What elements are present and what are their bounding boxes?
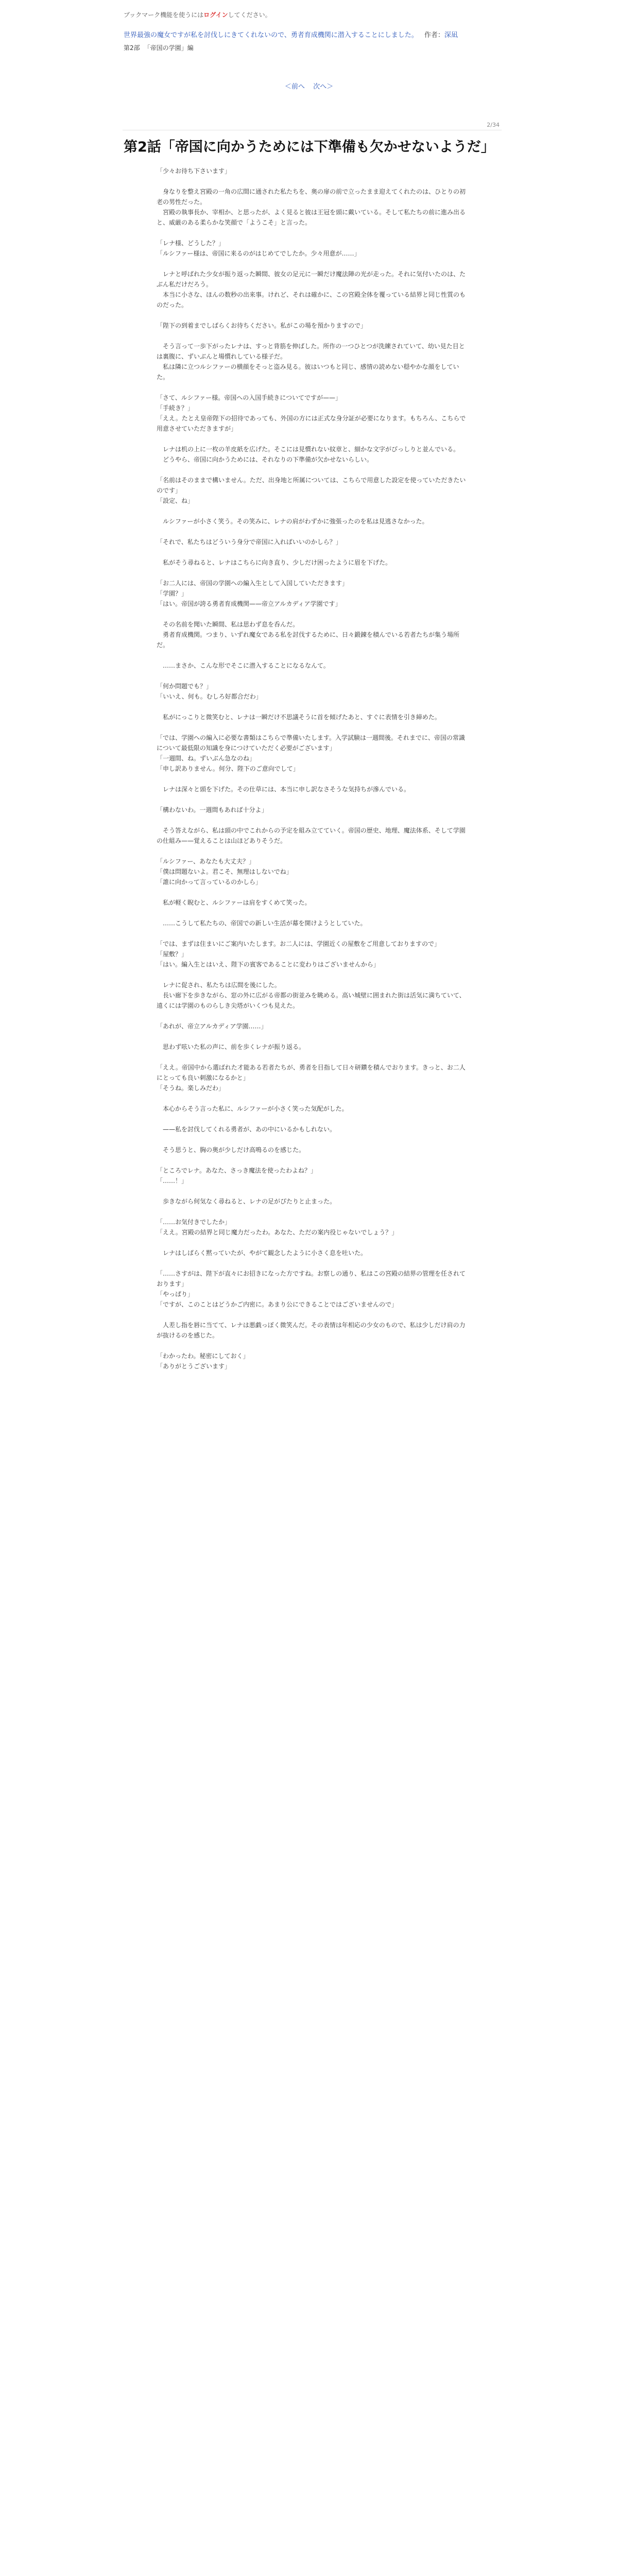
login-note <box>124 10 505 19</box>
body-paragraph: 「手続き？」 <box>157 404 194 412</box>
blank-line <box>157 928 471 939</box>
body-paragraph: レナはしばらく黙っていたが、やがて観念したように小さく息を吐いた。 <box>157 1249 367 1257</box>
blank-line <box>157 609 471 619</box>
blank-line <box>157 1011 471 1021</box>
body-paragraph: レナは机の上に一枚の羊皮紙を広げた。そこには見慣れない紋章と、細かな文字がびっしりと並んでいる。 <box>157 446 460 453</box>
body-paragraph: 勇者育成機関。つまり、いずれ魔女である私を討伐するために、日々鍛錬を積んでいる若者たちが集う場所だ。 <box>157 631 460 649</box>
body-paragraph: 私がそう尋ねると、レナはこちらに向き直り、少しだけ困ったように眉を下げた。 <box>157 559 392 566</box>
blank-line <box>157 259 471 269</box>
body-paragraph: ……まさか、こんな形でそこに潜入することになるなんて。 <box>157 662 330 669</box>
body-paragraph: 「では、学園への編入に必要な書類はこちらで準備いたします。入学試験は一週間後。それまでに、帝国の常識について最低限の知識を身につけていただく必要がございます」 <box>157 734 465 752</box>
blank-line <box>157 671 471 681</box>
blank-line <box>157 506 471 516</box>
blank-line <box>157 1155 471 1165</box>
body-paragraph: 歩きながら何気なく尋ねると、レナの足がぴたりと止まった。 <box>157 1198 336 1205</box>
blank-line <box>157 547 471 557</box>
blank-line <box>157 1207 471 1217</box>
body-paragraph: 宮殿の執事長か、宰相か、と思ったが、よく見ると彼は王冠を頭に戴いている。そして私たちの前に進み出ると、威厳のある柔らかな笑顔で「ようこそ」と言った。 <box>157 209 466 226</box>
body-paragraph: 「構わないわ。一週間もあれば十分よ」 <box>157 806 268 814</box>
blank-line <box>157 702 471 712</box>
blank-line <box>157 1186 471 1196</box>
blank-line <box>157 1093 471 1104</box>
blank-line <box>157 465 471 475</box>
body-paragraph: ……こうして私たちの、帝国での新しい生活が幕を開けようとしていた。 <box>157 920 367 927</box>
blank-line <box>157 1052 471 1062</box>
blank-line <box>157 1238 471 1248</box>
body-paragraph: 私は隣に立つルシファーの横顔をそっと盗み見る。彼はいつもと同じ、感情の読めない穏やかな顔をしていた。 <box>157 363 459 381</box>
body-paragraph: 「ところでレナ。あなた、さっき魔法を使ったわよね？」 <box>157 1167 317 1174</box>
body-paragraph: 「はい。帝国が誇る勇者育成機関——帝立アルカディア学園です」 <box>157 600 341 607</box>
work-title-link[interactable]: 世界最強の魔女ですが私を討伐しにきてくれないので、勇者育成機関に潜入することにしました。 <box>124 31 418 39</box>
body-paragraph: 「ルシファー様は、帝国に来るのがはじめてでしたか。少々用意が……」 <box>157 250 360 257</box>
author-label: 作者： <box>424 31 444 39</box>
blank-line <box>157 331 471 341</box>
episode-title: 第2話「帝国に向かうためには下準備も欠かせないようだ」 <box>124 139 495 155</box>
login-prefix: ブックマーク機能を使うには <box>124 11 204 19</box>
body-paragraph: そう思うと、胸の奥が少しだけ高鳴るのを感じた。 <box>157 1146 305 1154</box>
login-link[interactable]: ログイン <box>203 11 228 19</box>
episode-counter: 2/34 <box>487 122 500 128</box>
episode-nav <box>0 81 618 91</box>
body-paragraph: ——私を討伐してくれる勇者が、あの中にいるかもしれない。 <box>157 1126 336 1133</box>
work-title <box>124 30 505 40</box>
blank-line <box>157 846 471 856</box>
blank-line <box>157 1310 471 1320</box>
body-paragraph: 「それで、私たちはどういう身分で帝国に入ればいいのかしら？」 <box>157 538 342 546</box>
prev-link[interactable]: ＜前へ <box>284 83 305 91</box>
body-paragraph: 「さて、ルシファー様。帝国への入国手続きについてですが——」 <box>157 394 341 401</box>
body-paragraph: 「僕は問題ないよ。君こそ、無理はしないでね」 <box>157 868 293 875</box>
blank-line <box>157 310 471 320</box>
chapter-line <box>124 43 505 52</box>
blank-line <box>157 794 471 805</box>
body-paragraph: 身なりを整え宮殿の一角の広間に通された私たちを、奥の扉の前で立ったまま迎えてくれたのは、ひとりの初老の男性だった。 <box>157 188 466 206</box>
body-paragraph: 「わかったわ。秘密にしておく」 <box>157 1352 249 1360</box>
body-paragraph: 長い廊下を歩きながら、窓の外に広がる帝都の街並みを眺める。高い城壁に囲まれた街は活気に満ちていて、遠くには学園のものらしき尖塔がいくつも見えた。 <box>157 992 466 1009</box>
body-paragraph: 「申し訳ありません。何分、陛下のご意向でして」 <box>157 765 299 772</box>
body-paragraph: 「何か問題でも？」 <box>157 683 213 690</box>
blank-line <box>157 568 471 578</box>
blank-line <box>157 382 471 393</box>
blank-line <box>157 1134 471 1145</box>
next-link[interactable]: 次へ＞ <box>313 83 334 91</box>
body-paragraph: 「では、まずは住まいにご案内いたします。お二人には、学園近くの屋敷をご用意しておりますので」 <box>157 940 441 947</box>
body-paragraph: 私がにっこりと微笑むと、レナは一瞬だけ不思議そうに首を傾げたあと、すぐに表情を引き締めた。 <box>157 714 441 721</box>
body-paragraph: 人差し指を唇に当てて、レナは悪戯っぽく微笑んだ。その表情は年相応の少女のもので、私は少しだけ肩の力が抜けるのを感じた。 <box>157 1321 466 1339</box>
body-paragraph: 「少々お待ち下さいます」 <box>157 167 231 175</box>
body-paragraph: 「……さすがは、陛下が直々にお招きになった方ですね。お察しの通り、私はこの宮殿の結界の管理を任されております」 <box>157 1270 466 1287</box>
blank-line <box>157 650 471 660</box>
body-paragraph: 「ええ。帝国中から選ばれた才能ある若者たちが、勇者を目指して日々研鑽を積んでおります。きっと、お二人にとっても良い刺激になるかと」 <box>157 1064 466 1081</box>
body-paragraph: 「学園？」 <box>157 590 188 597</box>
body-paragraph: どうやら、帝国に向かうためには、それなりの下準備が欠かせないらしい。 <box>157 456 373 463</box>
body-paragraph: 「名前はそのままで構いません。ただ、出身地と所属については、こちらで用意した設定を使っていただきたいのです」 <box>157 477 466 494</box>
body-paragraph: 「はい。編入生とはいえ、陛下の賓客であることに変わりはございませんから」 <box>157 961 380 968</box>
body-paragraph: そう答えながら、私は頭の中でこれからの予定を組み立てていく。帝国の歴史、地理、魔法体系、そして学園の仕組み——覚えることは山ほどありそうだ。 <box>157 827 466 844</box>
body-paragraph: レナは深々と頭を下げた。その仕草には、本当に申し訳なさそうな気持ちが滲んでいる。 <box>157 786 410 793</box>
blank-line <box>157 228 471 238</box>
body-paragraph: 「屋敷？」 <box>157 951 188 958</box>
blank-line <box>157 887 471 897</box>
chapter-section: 「帝国の学園」編 <box>144 44 194 52</box>
body-paragraph: 「そうね。楽しみだわ」 <box>157 1084 225 1092</box>
blank-line <box>157 1341 471 1351</box>
body-paragraph: その名前を聞いた瞬間、私は思わず息を呑んだ。 <box>157 621 299 628</box>
body-paragraph: 「あれが、帝立アルカディア学園……」 <box>157 1023 267 1030</box>
blank-line <box>157 908 471 918</box>
blank-line <box>157 176 471 187</box>
body-paragraph: ルシファーが小さく笑う。その笑みに、レナの肩がわずかに強張ったのを私は見逃さなかった。 <box>157 518 428 525</box>
body-paragraph: 「ありがとうございます」 <box>157 1363 231 1370</box>
body-paragraph: 「お二人には、帝国の学園への編入生として入国していただきます」 <box>157 580 349 587</box>
body-paragraph: 「陛下の到着までしばらくお待ちください。私がこの場を預かりますので」 <box>157 322 367 329</box>
body-paragraph: レナと呼ばれた少女が振り返った瞬間、彼女の足元に一瞬だけ魔法陣の光が走った。それに気付いたのは、たぶん私だけだろう。 <box>157 270 466 288</box>
body-paragraph: 「ルシファー、あなたも大丈夫？」 <box>157 858 255 865</box>
blank-line <box>157 1258 471 1268</box>
blank-line <box>157 815 471 825</box>
blank-line <box>157 434 471 444</box>
blank-line <box>157 774 471 784</box>
body-paragraph: 「誰に向かって言っているのかしら」 <box>157 878 262 886</box>
body-paragraph: 「やっぱり」 <box>157 1291 194 1298</box>
header-area <box>0 0 505 52</box>
body-paragraph: レナに促され、私たちは広間を後にした。 <box>157 981 281 989</box>
body-paragraph: 私が軽く睨むと、ルシファーは肩をすくめて笑った。 <box>157 899 311 906</box>
blank-line <box>157 1114 471 1124</box>
body-paragraph: 「ええ。宮殿の結界と同じ魔力だったわ。あなた、ただの案内役じゃないでしょう？」 <box>157 1229 398 1236</box>
novel-body <box>157 166 471 1371</box>
body-paragraph: 本心からそう言った私に、ルシファーが小さく笑った気配がした。 <box>157 1105 348 1112</box>
body-paragraph: 「レナ様、どうした？」 <box>157 240 225 247</box>
body-paragraph: 思わず呟いた私の声に、前を歩くレナが振り返る。 <box>157 1043 305 1050</box>
body-paragraph: そう言って一歩下がったレナは、すっと背筋を伸ばした。所作の一つひとつが洗練されていて、幼い見た目とは裏腹に、ずいぶんと場慣れしている様子だ。 <box>157 343 465 360</box>
login-suffix: してください。 <box>228 11 271 19</box>
chapter-number: 第2部 <box>124 44 140 52</box>
body-paragraph: 「ええ。たとえ皇帝陛下の招待であっても、外国の方には正式な身分証が必要になります。もちろん、こちらで用意させていただきますが」 <box>157 415 466 432</box>
body-paragraph: 「……お気付きでしたか」 <box>157 1218 231 1226</box>
body-paragraph: 「……！」 <box>157 1177 188 1184</box>
blank-line <box>157 527 471 537</box>
blank-line <box>157 1031 471 1042</box>
body-paragraph: 「一週間、ね。ずいぶん急なのね」 <box>157 755 256 762</box>
body-paragraph: 「ですが、このことはどうかご内密に。あまり公にできることではございませんので」 <box>157 1301 398 1308</box>
body-paragraph: 「いいえ、何も。むしろ好都合だわ」 <box>157 693 262 700</box>
author-link[interactable]: 深凪 <box>444 31 458 39</box>
body-paragraph: 本当に小さな、ほんの数秒の出来事。けれど、それは確かに、この宮殿全体を覆っている結界と同じ性質のものだった。 <box>157 291 466 309</box>
blank-line <box>157 722 471 733</box>
body-paragraph: 「設定、ね」 <box>157 497 194 504</box>
blank-line <box>157 970 471 980</box>
